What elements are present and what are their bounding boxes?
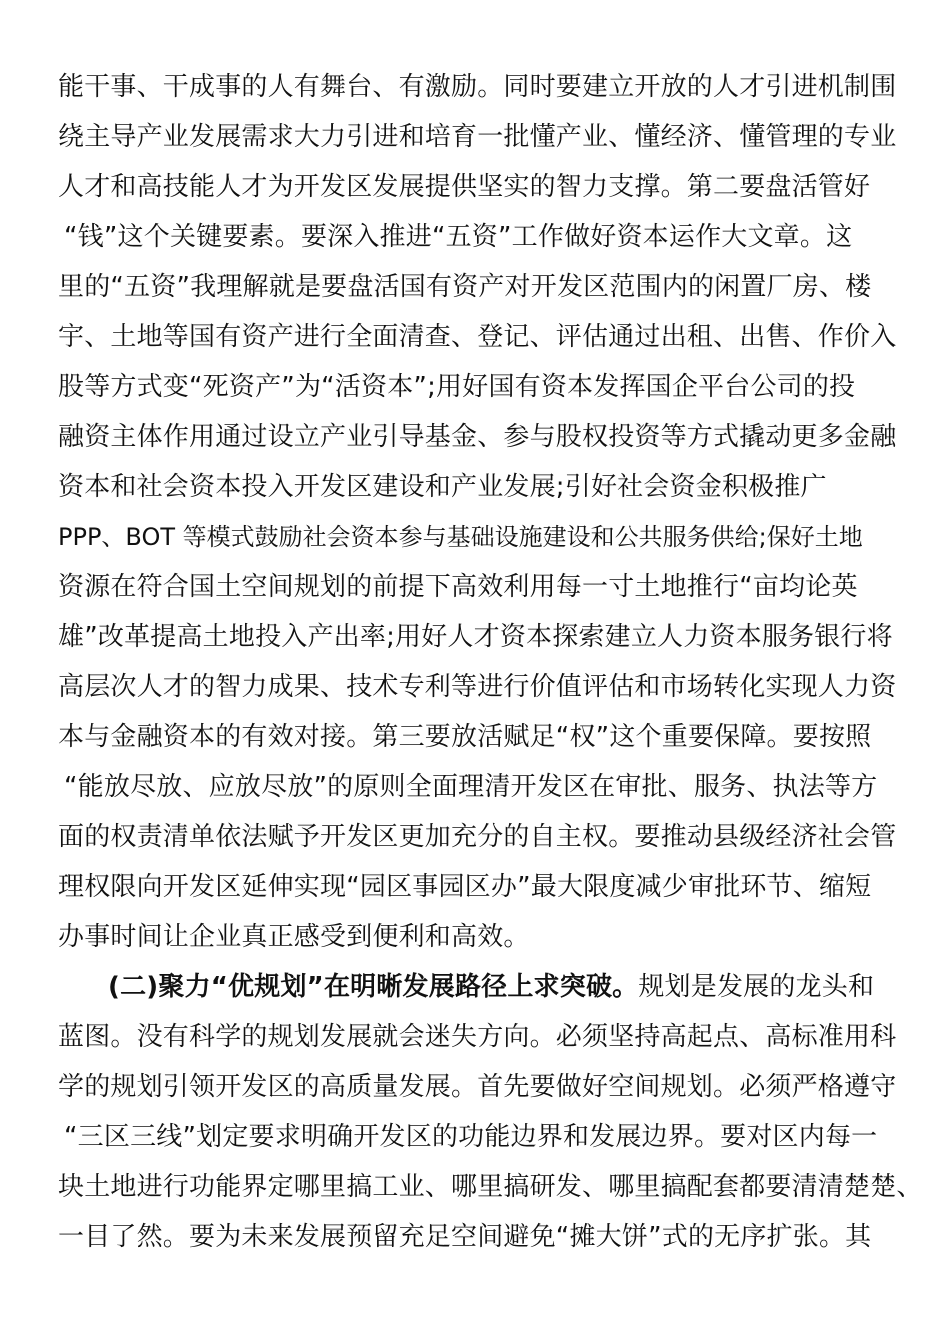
paragraph-1-line-9: 资本和社会资本投入开发区建设和产业发展;引好社会资金积极推广 bbox=[58, 472, 827, 502]
paragraph-1-line-2: 绕主导产业发展需求大力引进和培育一批懂产业、懂经济、懂管理的专业 bbox=[58, 122, 897, 152]
section-heading: (二)聚力“优规划”在明晰发展路径上求突破。 bbox=[108, 972, 639, 1002]
paragraph-2-line-6: 一目了然。要为未来发展预留充足空间避免“摊大饼”式的无序扩张。其 bbox=[58, 1222, 872, 1252]
paragraph-2-line-2: 蓝图。没有科学的规划发展就会迷失方向。必须坚持高起点、高标准用科 bbox=[58, 1022, 897, 1052]
paragraph-2-line-5: 块土地进行功能界定哪里搞工业、哪里搞研发、哪里搞配套都要清清楚楚、 bbox=[58, 1172, 923, 1202]
paragraph-2-line-4: “三区三线”划定要求明确开发区的功能边界和发展边界。要对区内每一 bbox=[64, 1122, 878, 1152]
paragraph-1-line-17: 理权限向开发区延伸实现“园区事园区办”最大限度减少审批环节、缩短 bbox=[58, 872, 872, 902]
paragraph-1-line-6: 宇、土地等国有资产进行全面清查、登记、评估通过出租、出售、作价入 bbox=[58, 322, 897, 352]
section-heading-continuation: 规划是发展的龙头和 bbox=[638, 972, 875, 1002]
paragraph-1-line-5: 里的“五资”我理解就是要盘活国有资产对开发区范围内的闲置厂房、楼 bbox=[58, 272, 872, 302]
paragraph-1-line-12: 雄”改革提高土地投入产出率;用好人才资本探索建立人力资本服务银行将 bbox=[58, 622, 893, 652]
paragraph-1-line-14: 本与金融资本的有效对接。第三要放活赋足“权”这个重要保障。要按照 bbox=[58, 722, 872, 752]
paragraph-2-first-line bbox=[108, 969, 874, 1005]
paragraph-1-line-3: 人才和高技能人才为开发区发展提供坚实的智力支撑。第二要盘活管好 bbox=[58, 172, 871, 202]
paragraph-1-line-7: 股等方式变“死资产”为“活资本”;用好国有资本发挥国企平台公司的投 bbox=[58, 372, 856, 402]
paragraph-1-line-10: PPP、BOT 等模式鼓励社会资本参与基础设施建设和公共服务供给;保好土地 bbox=[58, 523, 863, 551]
paragraph-1-line-1: 能干事、干成事的人有舞台、有激励。同时要建立开放的人才引进机制围 bbox=[58, 72, 897, 102]
paragraph-1-line-11: 资源在符合国土空间规划的前提下高效利用每一寸土地推行“亩均论英 bbox=[58, 572, 858, 602]
paragraph-1-line-16: 面的权责清单依法赋予开发区更加充分的自主权。要推动县级经济社会管 bbox=[58, 822, 897, 852]
paragraph-1-line-15: “能放尽放、应放尽放”的原则全面理清开发区在审批、服务、执法等方 bbox=[64, 772, 878, 802]
paragraph-2-line-3: 学的规划引领开发区的高质量发展。首先要做好空间规划。必须严格遵守 bbox=[58, 1072, 897, 1102]
paragraph-1-line-18: 办事时间让企业真正感受到便利和高效。 bbox=[58, 922, 530, 952]
paragraph-1-line-8: 融资主体作用通过设立产业引导基金、参与股权投资等方式撬动更多金融 bbox=[58, 422, 897, 452]
paragraph-1-line-4: “钱”这个关键要素。要深入推进“五资”工作做好资本运作大文章。这 bbox=[64, 222, 853, 252]
paragraph-1-line-13: 高层次人才的智力成果、技术专利等进行价值评估和市场转化实现人力资 bbox=[58, 672, 897, 702]
